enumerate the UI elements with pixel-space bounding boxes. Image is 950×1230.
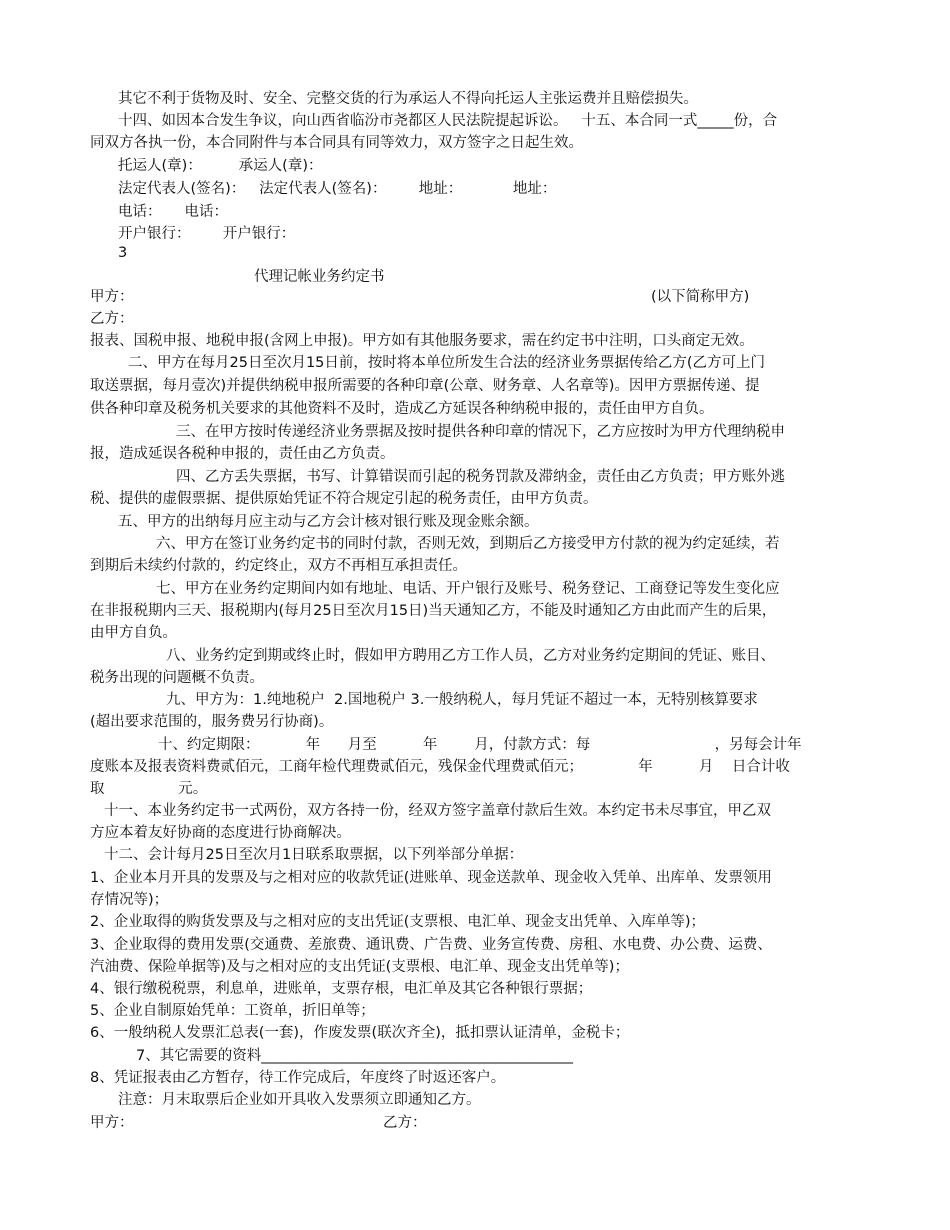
party-a-label: 甲方： [90,289,134,305]
document-title: 代理记帐业务约定书 [254,269,385,285]
text-line: 其它不利于货物及时、安全、完整交货的行为承运人不得向托运人主张运费并且赔偿损失。 [118,91,698,107]
text-line: 在非报税期内三天、报税期内(每月25日至次月15日)当天通知乙方，不能及时通知乙方由此而产生的后果， [90,603,777,619]
text-line: 度账本及报表资料费贰佰元，工商年检代理费贰佰元，残保金代理费贰佰元； 年 月 日合计收 [90,759,790,775]
text-line: 6、一般纳税人发票汇总表(一套)，作废发票(联次齐全)，抵扣票认证清单，金税卡； [90,1025,630,1041]
text-line: 十四、如因本合发生争议，向山西省临汾市尧都区人民法院提起诉讼。 十五、本合同一式_____份，合 [118,113,778,129]
text-line: 税、提供的虚假票据、提供原始凭证不符合规定引起的税务责任，由甲方负责。 [90,491,598,507]
text-line: 法定代表人(签名)： 法定代表人(签名)： 地址： 地址： [118,181,557,197]
text-line: 报，造成延误各税种申报的，责任由乙方负责。 [90,446,395,462]
text-line: 电话： 电话： [118,204,229,220]
text-line: 注意：月末取票后企业如开具收入发票须立即通知乙方。 [118,1092,481,1108]
text-line: 到期后未续约付款的，约定终止，双方不再相互承担责任。 [90,558,467,574]
party-a-abbrev: (以下简称甲方) [651,289,750,305]
text-line: 五、甲方的出纳每月应主动与乙方会计核对银行账及现金账余额。 [118,514,539,530]
party-b-label: 乙方： [90,311,134,327]
text-line: 八、业务约定到期或终止时，假如甲方聘用乙方工作人员，乙方对业务约定期间的凭证、账目、 [166,648,775,664]
text-line: 供各种印章及税务机关要求的其他资料不及时，造成乙方延误各种纳税申报的，责任由甲方自负。 [90,401,714,417]
text-line: 托运人(章)： 承运人(章)： [118,158,323,174]
signature-party-a: 甲方： [90,1115,134,1131]
text-line: 取 元。 [90,781,208,797]
text-line: 开户银行： 开户银行： [118,226,296,242]
text-line: (超出要求范围的，服务费另行协商)。 [90,714,334,730]
text-line: 十二、会计每月25日至次月1日联系取票据，以下列举部分单据： [104,847,524,863]
text-line: 取送票据，每月壹次)并提供纳税申报所需要的各种印章(公章、财务章、人名章等)。因甲方票据传递、提 [90,378,760,394]
text-line: 同双方各执一份，本合同附件与本合同具有同等效力，双方签字之日起生效。 [90,135,583,151]
text-line: 3、企业取得的费用发票(交通费、差旅费、通讯费、广告费、业务宣传费、房租、水电费、办公费、运费、 [90,937,772,953]
text-line: 税务出现的问题概不负责。 [90,670,264,686]
text-line: 由甲方自负。 [90,625,177,641]
text-line: 七、甲方在业务约定期间内如有地址、电话、开户银行及账号、税务登记、工商登记等发生变化应 [156,581,780,597]
text-line: 存情况等)； [90,892,169,908]
text-line: 5、企业自制原始凭单：工资单，折旧单等； [90,1003,375,1019]
text-line: 7、其它需要的资料___________________________________________ [136,1048,573,1064]
text-line: 2、企业取得的购货发票及与之相对应的支出凭证(支票根、电汇单、现金支出凭单、入库单等)； [90,914,706,930]
text-line: 报表、国税申报、地税申报(含网上申报)。甲方如有其他服务要求，需在约定书中注明，口头商定无效。 [90,333,754,349]
text-line: 汽油费、保险单据等)及与之相对应的支出凭证(支票根、电汇单、现金支出凭单等)； [90,959,629,975]
text-line: 4、银行缴税税票，利息单，进账单，支票存根，电汇单及其它各种银行票据； [90,981,593,997]
text-line: 1、企业本月开具的发票及与之相对应的收款凭证(进账单、现金送款单、现金收入凭单、出库单、发票领用 [90,870,772,886]
text-line: 四、乙方丢失票据，书写、计算错误而引起的税务罚款及滞纳金，责任由乙方负责；甲方账外逃 [176,469,785,485]
text-line: 二、甲方在每月25日至次月15日前，按时将本单位所发生合法的经济业务票据传给乙方(乙方可上门 [128,355,766,371]
text-line: 十一、本业务约定书一式两份，双方各持一份，经双方签字盖章付款后生效。本约定书未尽事宜，甲乙双 [104,803,771,819]
text-line: 九、甲方为：1.纯地税户 2.国地税户 3.一般纳税人，每月凭证不超过一本，无特别核算要求 [166,692,758,708]
text-line: 方应本着友好协商的态度进行协商解决。 [90,825,351,841]
text-line: 六、甲方在签订业务约定书的同时付款，否则无效，到期后乙方接受甲方付款的视为约定延续，若 [156,536,780,552]
text-line: 十、约定期限： 年 月至 年 月，付款方式：每 ，另每会计年 [158,737,802,753]
page-number: 3 [118,245,128,261]
signature-party-b: 乙方： [383,1115,427,1131]
text-line: 三、在甲方按时传递经济业务票据及按时提供各种印章的情况下，乙方应按时为甲方代理纳税申 [176,424,785,440]
text-line: 8、凭证报表由乙方暂存，待工作完成后，年度终了时返还客户。 [90,1070,506,1086]
